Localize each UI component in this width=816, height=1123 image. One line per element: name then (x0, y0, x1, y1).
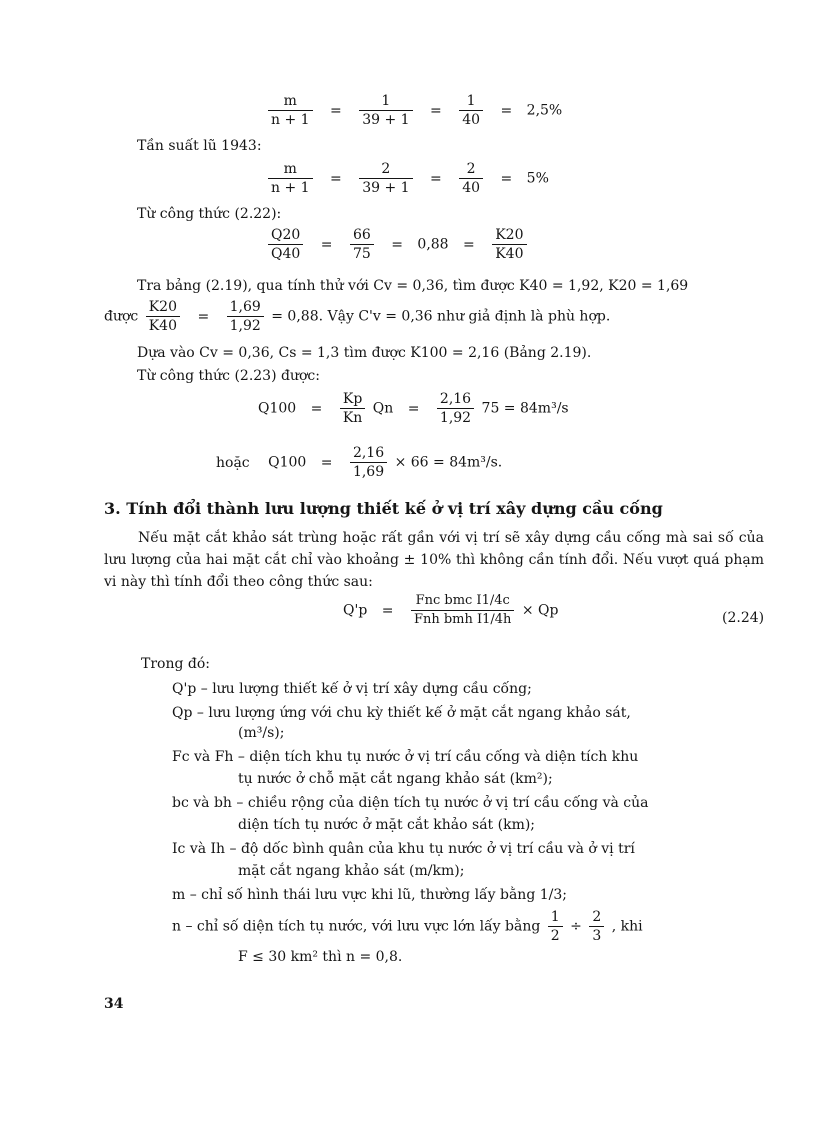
label-duoc: được (104, 308, 139, 325)
numerator: 1,69 (227, 298, 264, 317)
denominator: Kn (342, 410, 363, 426)
fraction (359, 92, 412, 129)
conclusion: = 0,88. Vậy C'v = 0,36 như giả định là phù hợp. (271, 308, 611, 325)
numerator: m (268, 92, 313, 111)
numerator: 1 (359, 92, 412, 111)
value: Qn (372, 400, 394, 417)
denominator: 39 + 1 (362, 112, 410, 128)
def-n-cont: F ≤ 30 km² thì n = 0,8. (238, 949, 403, 965)
def-ic-ih-cont: mặt cắt ngang khảo sát (m/km); (238, 863, 465, 879)
fraction (268, 160, 313, 197)
result: × 66 = 84m³/s. (394, 454, 503, 471)
equation-line-2: $\frac{m}{n + 1}$ = $\frac{2}{39 + 1}$ = $\frac{2}{40}$ = 5% (265, 160, 549, 197)
denominator: K40 (495, 246, 524, 262)
lhs: Q100 (258, 400, 297, 417)
fraction (227, 298, 264, 335)
equation-q100-a: Q100 = $\frac{Kp}{Kn}$ Qn = $\frac{2,16}{1,92}$ 75 = 84m³/s (258, 391, 569, 426)
numerator: K20 (146, 298, 180, 317)
def-bc-bh-cont: diện tích tụ nước ở mặt cắt khảo sát (km); (238, 817, 536, 833)
section-title: 3. Tính đổi thành lưu lượng thiết kế ở vị trí xây dựng cầu cống (104, 499, 663, 518)
denominator: 1,92 (229, 318, 261, 334)
label-formula-223: Từ công thức (2.23) được: (137, 368, 320, 384)
lhs: Q100 (268, 454, 307, 471)
numerator: 1 (459, 92, 483, 111)
rhs: × Qp (521, 602, 559, 619)
def-fc-fh: Fc và Fh – diện tích khu tụ nước ở vị trí cầu cống và diện tích khu (172, 749, 639, 765)
denominator: 40 (462, 112, 481, 128)
label-trong-do: Trong đó: (141, 656, 210, 672)
denominator: Fnh bmh I1/4h (413, 612, 512, 627)
numerator: 2 (459, 160, 483, 179)
denominator: n + 1 (271, 180, 310, 196)
def-ic-ih: Ic và Ih – độ dốc bình quân của khu tụ nước ở vị trí cầu và ở vị trí (172, 841, 635, 857)
fraction (146, 298, 180, 335)
fraction (268, 92, 313, 129)
value: 0,88 (417, 236, 449, 253)
numerator: Kp (340, 390, 365, 409)
denominator: 1,92 (439, 410, 472, 426)
fraction (268, 226, 303, 263)
label-formula-222: Từ công thức (2.22): (137, 206, 282, 222)
text-tra-bang: Tra bảng (2.19), qua tính thử với Cv = 0,36, tìm được K40 = 1,92, K20 = 1,69 (137, 278, 689, 294)
lhs: Q'p (343, 602, 368, 619)
def-n-tail: , khi (611, 918, 643, 935)
fraction (548, 908, 563, 945)
result: 5% (526, 170, 549, 187)
def-bc-bh: bc và bh – chiều rộng của diện tích tụ nước ở vị trí cầu cống và của (172, 795, 649, 811)
def-qp: Qp – lưu lượng ứng với chu kỳ thiết kế ở mặt cắt ngang khảo sát, (172, 705, 631, 721)
operator: ÷ (570, 918, 582, 935)
fraction (492, 226, 526, 263)
numerator: 2,16 (437, 390, 474, 409)
denominator: n + 1 (271, 112, 310, 128)
numerator: 66 (350, 226, 374, 245)
numerator: m (268, 160, 313, 179)
numerator: 2 (589, 908, 604, 927)
fraction (359, 160, 412, 197)
fraction (459, 160, 483, 197)
paragraph-intro: Nếu mặt cắt khảo sát trùng hoặc rất gần với vị trí sẽ xây dựng cầu cống mà sai số của lưu lượng của hai mặt cắt chỉ vào khoảng ± 10% thì không cần tính đổi. Nếu vượt quá phạm vi này thì tính đổi theo công thức sau: (104, 530, 764, 590)
equation-line-1: $\frac{m}{n + 1}$ = $\frac{1}{39 + 1}$ = $\frac{1}{40}$ = 2,5% (265, 92, 562, 129)
label-1943: Tần suất lũ 1943: (137, 138, 262, 154)
def-fc-fh-cont: tụ nước ở chỗ mặt cắt ngang khảo sát (km²); (238, 771, 553, 787)
fraction (459, 92, 483, 129)
equation-line-3: $\frac{Q20}{Q40}$ = $\frac{66}{75}$ = 0,88 = $\frac{K20}{K40}$ (265, 226, 530, 263)
equation-duoc: được $\frac{K20}{K40}$ = $\frac{1,69}{1,92}$ = 0,88. Vậy C'v = 0,36 như giả định là phù hợp. (104, 299, 611, 334)
page-number: 34 (104, 996, 124, 1012)
def-q-p: Q'p – lưu lượng thiết kế ở vị trí xây dựng cầu cống; (172, 681, 532, 697)
numerator: 1 (548, 908, 563, 927)
equation-q100-b: hoặc Q100 = $\frac{2,16}{1,69}$ × 66 = 84m³/s. (216, 445, 503, 480)
numerator: Fnc bmc I1/4c (411, 592, 514, 611)
result: 75 = 84m³/s (481, 400, 569, 417)
formula-224: Q'p = $\frac{\text{Fnc bmc I1/4c}}{\text{Fnh bmh I1/4h}}$ × Qp (343, 593, 559, 627)
numerator: 2,16 (350, 444, 387, 463)
def-qp-unit: (m³/s); (238, 725, 285, 741)
fraction (350, 444, 387, 481)
fraction (589, 908, 604, 945)
numerator: K20 (492, 226, 526, 245)
denominator: 2 (550, 928, 560, 944)
result: 2,5% (526, 102, 563, 119)
fraction (437, 390, 474, 427)
denominator: 3 (592, 928, 602, 944)
denominator: 75 (352, 246, 371, 262)
def-n-text: n – chỉ số diện tích tụ nước, với lưu vực lớn lấy bằng (172, 918, 541, 935)
numerator: Q20 (268, 226, 303, 245)
denominator: 40 (462, 180, 481, 196)
fraction (340, 390, 365, 427)
equation-number: (2.24) (722, 610, 765, 626)
denominator: Q40 (271, 246, 301, 262)
numerator: 2 (359, 160, 412, 179)
denominator: 1,69 (352, 464, 385, 480)
denominator: K40 (148, 318, 177, 334)
label-hoac: hoặc (216, 454, 250, 471)
denominator: 39 + 1 (362, 180, 410, 196)
def-m: m – chỉ số hình thái lưu vực khi lũ, thường lấy bằng 1/3; (172, 887, 567, 903)
fraction (350, 226, 374, 263)
def-n (172, 908, 643, 945)
text-dua-vao: Dựa vào Cv = 0,36, Cs = 1,3 tìm được K100 = 2,16 (Bảng 2.19). (137, 345, 592, 361)
fraction (411, 592, 514, 629)
